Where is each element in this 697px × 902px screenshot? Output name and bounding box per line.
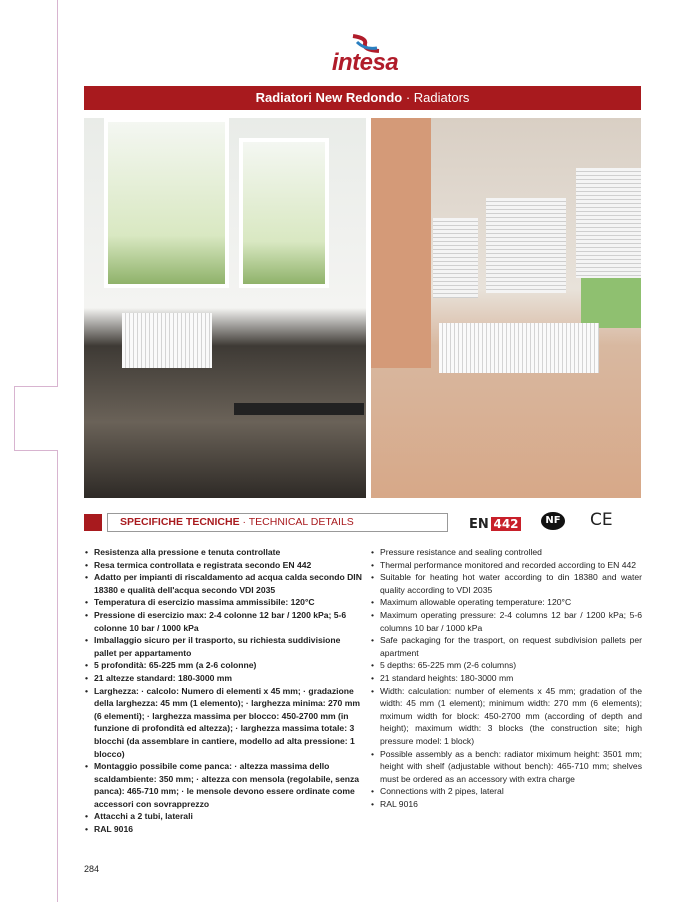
en-label: EN: [469, 517, 489, 532]
list-item: • Suitable for heating hot water according to din 18380 and water quality according to VDI 2035: [370, 571, 642, 596]
list-item: • Width: calculation: number of elements x 45 mm; gradation of the width: 45 mm (1 element); minimum width: 270 mm (6 elements); mximum width for block: 450-2700 mm (according of depth and height); maximum width: 3 blocks (the construction site; high pressure model: 1 block): [370, 685, 642, 748]
list-item: • RAL 9016: [84, 823, 364, 836]
ce-mark-icon: CE: [590, 510, 613, 530]
brick-wall: [371, 118, 431, 368]
title-italian: Radiatori New Redondo: [255, 90, 403, 105]
garden-view: [581, 278, 641, 328]
specs-list-english: [370, 546, 642, 810]
list-item: • Maximum allowable operating temperature: 120°C: [370, 596, 642, 609]
list-item: • Larghezza: · calcolo: Numero di elementi x 45 mm; · gradazione della larghezza: 45 mm (1 elemento); · larghezza minima: 270 mm (6 elementi); · larghezza massima per blocco: 450-2700 mm (in funzione di profondità ed altezza); · larghezza massima totale: 3 blocchi (da assemblare in cantiere, modello ad alta pressione: 1 blocco): [84, 685, 364, 761]
list-item: • 5 profondità: 65-225 mm (a 2-6 colonne): [84, 659, 364, 672]
logo-text: intesa: [331, 49, 399, 76]
list-item: • RAL 9016: [370, 798, 642, 811]
window-blinds: [433, 218, 478, 298]
page-number: 284: [84, 864, 100, 874]
section-title-italian: SPECIFICHE TECNICHE: [120, 516, 240, 528]
page-edge-line: [57, 450, 58, 902]
radiator: [439, 323, 599, 373]
en-number: 442: [491, 517, 521, 531]
list-item: • Montaggio possibile come panca: · altezza massima dello scaldambiente: 350 mm; · altezza con mensola (regolabile, senza panca): 465-710 mm; · le mensole devono essere ordinate come accessori con sovrapprezzo: [84, 760, 364, 810]
bench: [234, 403, 364, 415]
list-item: • 21 standard heights: 180-3000 mm: [370, 672, 642, 685]
list-item: • 5 depths: 65-225 mm (2-6 columns): [370, 659, 642, 672]
list-item: • Pressione di esercizio max: 2-4 colonne 12 bar / 1200 kPa; 5-6 colonne 10 bar / 1000 kPa: [84, 609, 364, 634]
page-title-banner: [84, 86, 641, 110]
specs-list-italian: [84, 546, 364, 836]
section-title-english: TECHNICAL DETAILS: [248, 516, 354, 528]
list-item: • Temperatura di esercizio massima ammissibile: 120°C: [84, 596, 364, 609]
list-item: • Attacchi a 2 tubi, laterali: [84, 810, 364, 823]
section-marker: [84, 514, 102, 531]
title-separator: ·: [402, 90, 414, 105]
nf-cert-icon: NF: [541, 512, 565, 530]
list-item: • Maximum operating pressure: 2-4 columns 12 bar / 1200 kPa; 5-6 columns 10 bar / 1000 kPa: [370, 609, 642, 634]
radiator: [122, 313, 212, 368]
page-edge-line: [14, 386, 15, 451]
list-item: • Resistenza alla pressione e tenuta controllate: [84, 546, 364, 559]
list-item: • Possible assembly as a bench: radiator miximum height: 3501 mm; height with shelf (adjustable without bench): 465-710 mm; shelves must be ordered as an accessory with extra charge: [370, 748, 642, 786]
photo-radiator-interior-right: [371, 118, 641, 498]
section-heading: [107, 513, 448, 532]
window-blinds: [576, 168, 641, 278]
list-item: • Adatto per impianti di riscaldamento ad acqua calda secondo DIN 18380 e qualità dell'acqua secondo VDI 2035: [84, 571, 364, 596]
window: [239, 138, 329, 288]
photo-radiator-interior-left: [84, 118, 366, 498]
list-item: • Resa termica controllata e registrata secondo EN 442: [84, 559, 364, 572]
list-item: • Connections with 2 pipes, lateral: [370, 785, 642, 798]
page-edge-line: [14, 450, 58, 451]
en442-cert-icon: [469, 512, 521, 532]
section-separator: ·: [239, 516, 249, 528]
window: [104, 118, 229, 288]
page-edge-line: [14, 386, 58, 387]
list-item: • Thermal performance monitored and recorded according to EN 442: [370, 559, 642, 572]
page-edge-line: [57, 0, 58, 386]
list-item: • Pressure resistance and sealing controlled: [370, 546, 642, 559]
intesa-logo: [325, 34, 405, 79]
title-english: Radiators: [413, 90, 470, 105]
window-blinds: [486, 198, 566, 293]
list-item: • 21 altezze standard: 180-3000 mm: [84, 672, 364, 685]
list-item: • Imballaggio sicuro per il trasporto, su richiesta suddivisione pallet per appartamento: [84, 634, 364, 659]
list-item: • Safe packaging for the trasport, on request subdivision pallets per apartment: [370, 634, 642, 659]
